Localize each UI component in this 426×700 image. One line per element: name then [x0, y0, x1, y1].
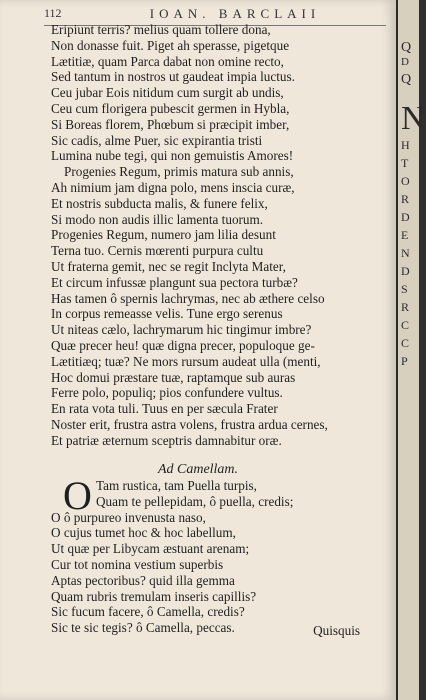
poem-line: Quæ precer heu! quæ digna precer, populoque ge-: [51, 337, 315, 353]
section-title: Ad Camellam.: [157, 462, 239, 477]
page-number: 112: [44, 6, 62, 20]
poem-line: Ut fraterna gemit, nec se regit Inclyta Mater,: [51, 258, 286, 274]
running-head: IOAN. BARCLAII: [149, 6, 321, 21]
facing-letter: N: [401, 100, 426, 137]
poem-ad-camellam: [51, 473, 391, 636]
poem-line: Hoc domui præstare tuæ, raptamque sub auras: [51, 369, 296, 385]
facing-letter: Q: [401, 72, 412, 87]
poem-line: Lætitiæq; tuæ? Ne mors rursum audeat ulla (menti,: [51, 353, 321, 369]
poem-line: Et circum infussæ plangunt sua pectora turbæ?: [51, 274, 298, 290]
poem-line: Tam rustica, tam Puella turpis,: [96, 478, 257, 493]
poem-line: Lætitiæ, quam Parca dabat non omine recto,: [51, 53, 284, 69]
facing-letter: R: [401, 192, 410, 206]
poem-line: In corpus remeasse velis. Tune ergo serenus: [51, 306, 283, 322]
poem-line: Aptas pectoribus? quid illa gemma: [51, 572, 235, 588]
facing-letter: E: [401, 228, 409, 242]
facing-letter: N: [401, 246, 410, 260]
drop-cap: O: [63, 473, 92, 518]
facing-letter: Q: [401, 40, 412, 55]
facing-letter: D: [401, 264, 410, 278]
poem-line: Sic fucum facere, ô Camella, credis?: [51, 604, 245, 620]
poem-line: Si Boreas florem, Phœbum si præcipit imber,: [51, 116, 290, 132]
facing-letter: S: [401, 282, 408, 296]
poem-line: Progenies Regum, numero jam lilia desunt: [51, 227, 276, 243]
facing-letter: C: [401, 336, 410, 350]
poem-line: Ut quæ per Libycam æstuant arenam;: [51, 541, 250, 557]
poem-line: Et nostris subducta malis, & funere felix,: [51, 195, 268, 211]
poem-line: Noster erit, frustra astra volens, frustra ardua cernes,: [51, 416, 328, 432]
poem-line: Quam rubris tremulam inseris capillis?: [51, 588, 257, 604]
poem-line: Si modo non audis illic lamenta tuorum.: [51, 211, 264, 227]
facing-letter: T: [401, 156, 409, 170]
facing-letter: D: [401, 210, 410, 224]
poem-line: Et patriæ æternum sceptris damnabitur oræ.: [51, 432, 282, 448]
poem-line: Sic te sic tegis? ô Camella, peccas.: [51, 620, 235, 636]
poem-line: Ceu jubar Eois nitidum cum surgit ab undis,: [51, 85, 284, 101]
facing-letter: H: [401, 138, 410, 152]
facing-letter: P: [401, 354, 408, 368]
facing-letter: D: [401, 56, 409, 68]
poem-line: Sed tantum in nostros ut gaudeat impia luctus.: [51, 69, 295, 85]
poem-line-indented: Progenies Regum, primis matura sub annis,: [64, 164, 294, 180]
poem-body: [51, 22, 391, 449]
poem-line: Quam te pellepidam, ô puella, credis;: [96, 493, 294, 509]
poem-line: O cujus tumet hoc & hoc labellum,: [51, 525, 236, 541]
poem-line: Sic cadis, alme Puer, sic expirantia tristi: [51, 132, 263, 148]
poem-line: Has tamen ô spernis lachrymas, nec ab æthere celso: [51, 290, 325, 306]
poem-line: Lumina nube tegi, qui non gemuistis Amores!: [51, 148, 294, 164]
poem-line: O ô purpureo invenusta naso,: [51, 509, 206, 525]
catchword: Quisquis: [313, 623, 360, 638]
facing-page-edge: [396, 0, 426, 700]
poem-line: Terna tuo. Cernis mœrenti purpura cultu: [51, 243, 264, 259]
poem-line: Ah nimium jam digna polo, mens inscia curæ,: [51, 179, 295, 195]
poem-line: Ferre polo, populiq; pios confundere vultus.: [51, 385, 283, 401]
facing-letter: C: [401, 318, 410, 332]
poem-line: Ceu cum florigera pubescit germen in Hybla,: [51, 100, 290, 116]
facing-letter: R: [401, 300, 410, 314]
poem-line: Cur tot nomina vestium superbis: [51, 556, 224, 572]
facing-letter: O: [401, 174, 410, 188]
poem-line: En rata vota tuli. Tuus en per sæcula Frater: [51, 401, 278, 417]
poem-line: Eripiunt terris? melius quam tollere dona,: [51, 22, 271, 37]
poem-line: Non donasse fuit. Piget ah sperasse, pigetque: [51, 37, 290, 53]
poem-line: Ut niteas cælo, lachrymarum hic tingimur imbre?: [51, 322, 312, 338]
